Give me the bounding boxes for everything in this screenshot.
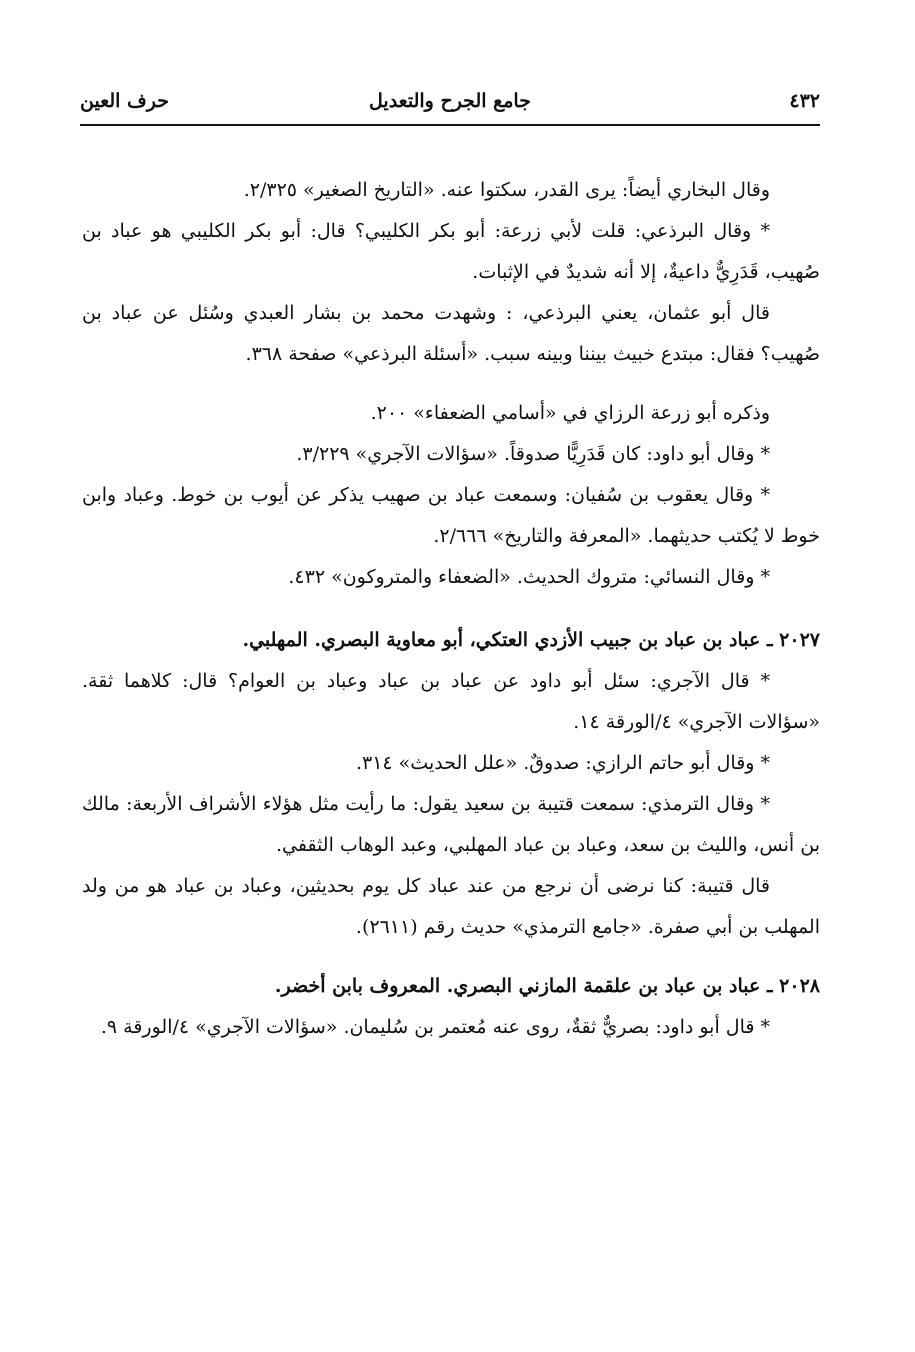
paragraph: * قال أبو داود: بصريٌّ ثقةٌ، روى عنه مُعتمر بن سُليمان. «سؤالات الآجري» ٤/الورقة ٩. — [100, 1016, 770, 1038]
paragraph: * وقال أبو داود: كان قَدَرِيًّا صدوقاً. «سؤالات الآجري» ٣/٢٢٩. — [296, 443, 770, 465]
paragraph: وقال البخاري أيضاً: يرى القدر، سكتوا عنه. «التاريخ الصغير» ٢/٣٢٥. — [243, 179, 770, 201]
paragraph: * قال الآجري: سئل أبو داود عن عباد بن عباد وعباد بن العوام؟ قال: كلاهما ثقة. «سؤالات الآجري» ٤/الورقة ١٤. — [82, 670, 820, 733]
paragraph: * وقال النسائي: متروك الحديث. «الضعفاء والمتروكون» ٤٣٢. — [288, 566, 770, 588]
page-header — [80, 84, 820, 124]
paragraph: قال قتيبة: كنا نرضى أن نرجع من عند عباد كل يوم بحديثين، وعباد بن عباد هو من ولد المهلب بن أبي صفرة. «جامع الترمذي» حديث رقم (٢٦١١). — [82, 875, 820, 938]
paragraph: * وقال أبو حاتم الرازي: صدوقٌ. «علل الحديث» ٣١٤. — [355, 752, 770, 774]
paragraph: * وقال يعقوب بن سُفيان: وسمعت عباد بن صهيب يذكر عن أيوب بن خوط. وعباد وابن خوط لا يُكتب حديثهما. «المعرفة والتاريخ» ٢/٦٦٦. — [82, 484, 820, 547]
paragraph: قال أبو عثمان، يعني البرذعي، : وشهدت محمد بن بشار العبدي وسُئل عن عباد بن صُهيب؟ فقال: مبتدع خبيث بيننا وبينه سبب. «أسئلة البرذعي» صفحة ٣٦٨. — [82, 302, 820, 365]
page-number: ٤٣٢ — [789, 90, 820, 112]
entry-heading: ٢٠٢٧ ـ عباد بن عباد بن جبيب الأزدي العتكي، أبو معاوية البصري. المهلبي. — [242, 629, 820, 651]
paragraph: * وقال الترمذي: سمعت قتيبة بن سعيد يقول: ما رأيت مثل هؤلاء الأشراف الأربعة: مالك بن أنس، والليث بن سعد، وعباد بن عباد المهلبي، وعبد الوهاب الثقفي. — [82, 793, 820, 856]
paragraph: وذكره أبو زرعة الرزاي في «أسامي الضعفاء» ٢٠٠. — [370, 402, 770, 424]
section-title: حرف العين — [80, 90, 169, 112]
book-title: جامع الجرح والتعديل — [369, 90, 531, 112]
entry-heading: ٢٠٢٨ ـ عباد بن عباد بن علقمة المازني البصري. المعروف بابن أخضر. — [274, 975, 820, 997]
page-body — [82, 170, 820, 1048]
header-rule — [80, 124, 820, 126]
paragraph: * وقال البرذعي: قلت لأبي زرعة: أبو بكر الكليبي؟ قال: أبو بكر الكليبي هو عباد بن صُهيب، قَدَرِيٌّ داعيةٌ، إلا أنه شديدٌ في الإثبات. — [82, 220, 820, 283]
